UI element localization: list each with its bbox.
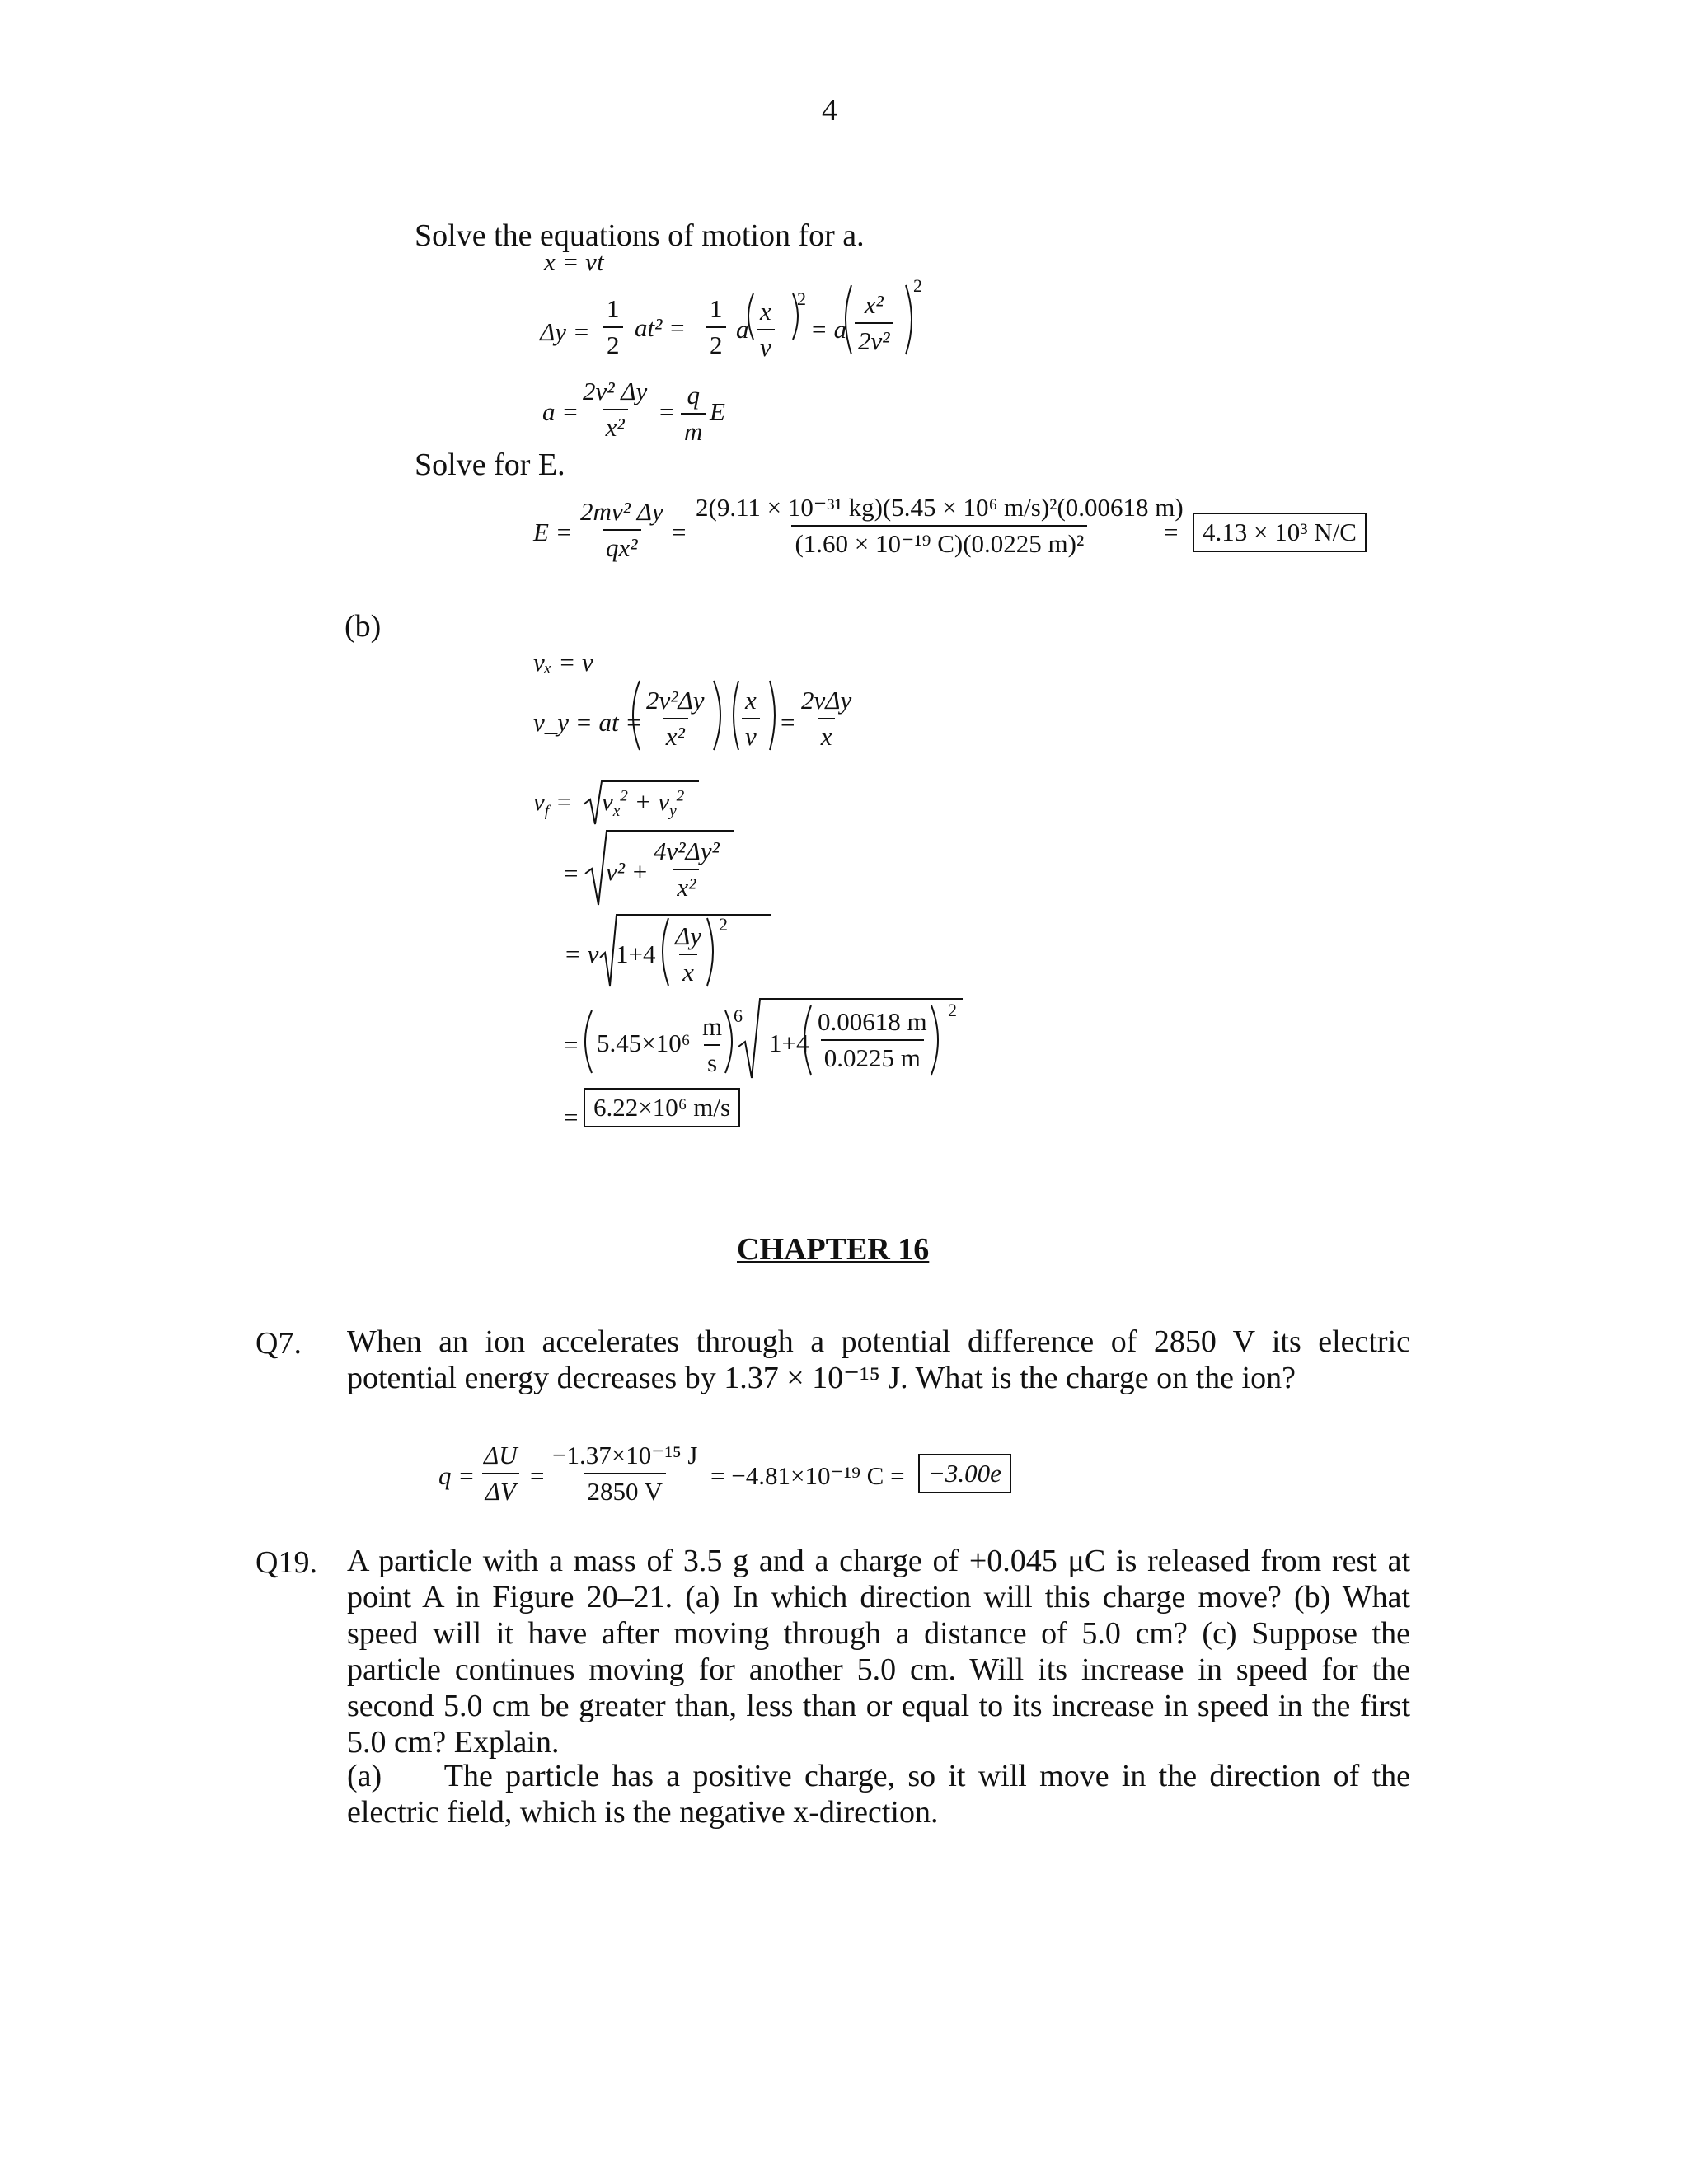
- x-equals-vt: x = vt: [544, 247, 604, 276]
- vy-equals: =: [781, 708, 795, 737]
- a-symbol: a: [736, 315, 749, 344]
- q19-answer-a: (a) The particle has a positive charge, so it will move in the direction of the electric field, which is the negative x-direction.: [347, 1759, 1418, 1830]
- q7-du-dv-fraction: $\frac{\Delta U}{\Delta V}$: [481, 1441, 521, 1507]
- E-lhs: E =: [533, 518, 573, 546]
- q7-numeric-fraction: $\frac{\text{−1.37×10⁻¹⁵ J}}{2850 V}$: [552, 1441, 698, 1506]
- vf-line-4-unit: $\frac{m}{s}$: [702, 1012, 723, 1077]
- E-answer-box: 4.13 × 10³ N/C: [1193, 513, 1367, 552]
- q19-text: A particle with a mass of 3.5 g and a charge of +0.045 μC is released from rest at point A in Figure 20–21. (a) In which direction will this charge move? (b) What speed will it have after moving through a distance of 5.0 cm? (c) Suppose the particle continues moving for another 5.0 cm. Will its increase in speed for the second 5.0 cm be greater than, less than or equal to its increase in speed in the first 5.0 cm? Explain.: [347, 1544, 1410, 1760]
- vy-first-fraction: $\frac{\text{2v²Δy}}{\text{x²}}$: [646, 686, 705, 751]
- solve-for-E-heading: Solve for E.: [415, 448, 565, 482]
- a-fraction: $\frac{\text{2v² Δy}}{\text{x²}}$: [583, 377, 648, 442]
- a-equals: =: [659, 397, 674, 426]
- E-numeric-fraction: $\frac{\text{2(9.11 × 10⁻³¹ kg)(5.45 × 10⁶ m/s)²(0.00618 m)}}{\text{(1.60 × 10⁻¹⁹ C)(0.0225 m)²}}$: [696, 493, 1184, 558]
- vf-answer-equals: =: [564, 1103, 579, 1132]
- vf-line-4-value: 5.45×10⁶: [597, 1029, 691, 1057]
- chapter-heading: CHAPTER 16: [737, 1232, 930, 1267]
- vf-line-3-fraction: $\frac{\Delta y}{x}$: [675, 921, 701, 987]
- E-equals-2: =: [1164, 518, 1179, 546]
- vy-lhs: v_y = at =: [533, 708, 643, 737]
- vf-line-2-equals: =: [564, 859, 579, 888]
- a-lhs: a =: [542, 397, 579, 426]
- q-over-m-fraction: $\frac{q}{m}$: [681, 381, 706, 447]
- q7-answer-box: −3.00e: [918, 1454, 1011, 1493]
- x2-over-2v2-fraction: $\frac{\text{x²}}{\text{2v²}}$: [855, 290, 893, 356]
- vf-line-3-in: 1+4: [616, 940, 656, 968]
- svg-text:2: 2: [948, 1000, 957, 1020]
- vx-equation: vₓ = v: [533, 648, 593, 677]
- svg-text:2: 2: [719, 914, 728, 935]
- vf-line-4-in: 1+4: [769, 1029, 809, 1057]
- delta-y-lhs: Δy =: [540, 317, 590, 346]
- vy-result-fraction: 2vΔy x: [801, 686, 852, 751]
- svg-text:2: 2: [913, 275, 922, 296]
- vf-line-2-v: v² +: [606, 857, 649, 886]
- vf-line-4-fraction: $\frac{0.00618 m}{0.0225 m}$: [818, 1007, 927, 1072]
- vf-line-1: $v_f$ =: [533, 787, 573, 821]
- one-half-fraction-2: $\frac{1}{2}$: [706, 294, 726, 360]
- one-half-fraction: $\frac{1}{2}$: [603, 294, 623, 360]
- q7-q-lhs: q =: [438, 1461, 476, 1490]
- page-number: 4: [822, 93, 837, 128]
- vy-x-over-v: $\frac{x}{v}$: [742, 686, 760, 752]
- svg-text:6: 6: [734, 1005, 743, 1026]
- vf-answer-box: 6.22×10⁶ m/s: [584, 1088, 740, 1127]
- E-symbolic-fraction: $\frac{\text{2mv² Δy}}{\text{qx²}}$: [580, 497, 663, 562]
- vf-line-3-pre: = v: [564, 940, 599, 968]
- vf-line-2-fraction: $\frac{\text{4v²Δy²}}{\text{x²}}$: [654, 837, 720, 902]
- vf-radicand-1: $v_x^2 + v_y^2$: [602, 787, 685, 821]
- x-over-v-fraction: $\frac{x}{v}$: [757, 297, 775, 363]
- q7-label: Q7.: [256, 1326, 302, 1361]
- E-symbol: E: [710, 397, 725, 426]
- at-squared: at² =: [635, 313, 687, 342]
- q7-result: = −4.81×10⁻¹⁹ C =: [710, 1461, 905, 1490]
- E-equals-1: =: [672, 518, 687, 546]
- solve-motion-heading: Solve the equations of motion for a.: [415, 218, 865, 253]
- q19-label: Q19.: [256, 1545, 317, 1580]
- part-b-label: (b): [345, 609, 382, 644]
- q7-equals: =: [530, 1461, 545, 1490]
- squared-exponent: 2: [797, 288, 806, 309]
- q7-text: When an ion accelerates through a potential difference of 2850 V its electric potential energy decreases by 1.37 × 10⁻¹⁵ J. What is the charge on the ion?: [347, 1324, 1410, 1395]
- equals-a: = a: [810, 315, 847, 344]
- vf-line-4-equals: =: [564, 1030, 579, 1059]
